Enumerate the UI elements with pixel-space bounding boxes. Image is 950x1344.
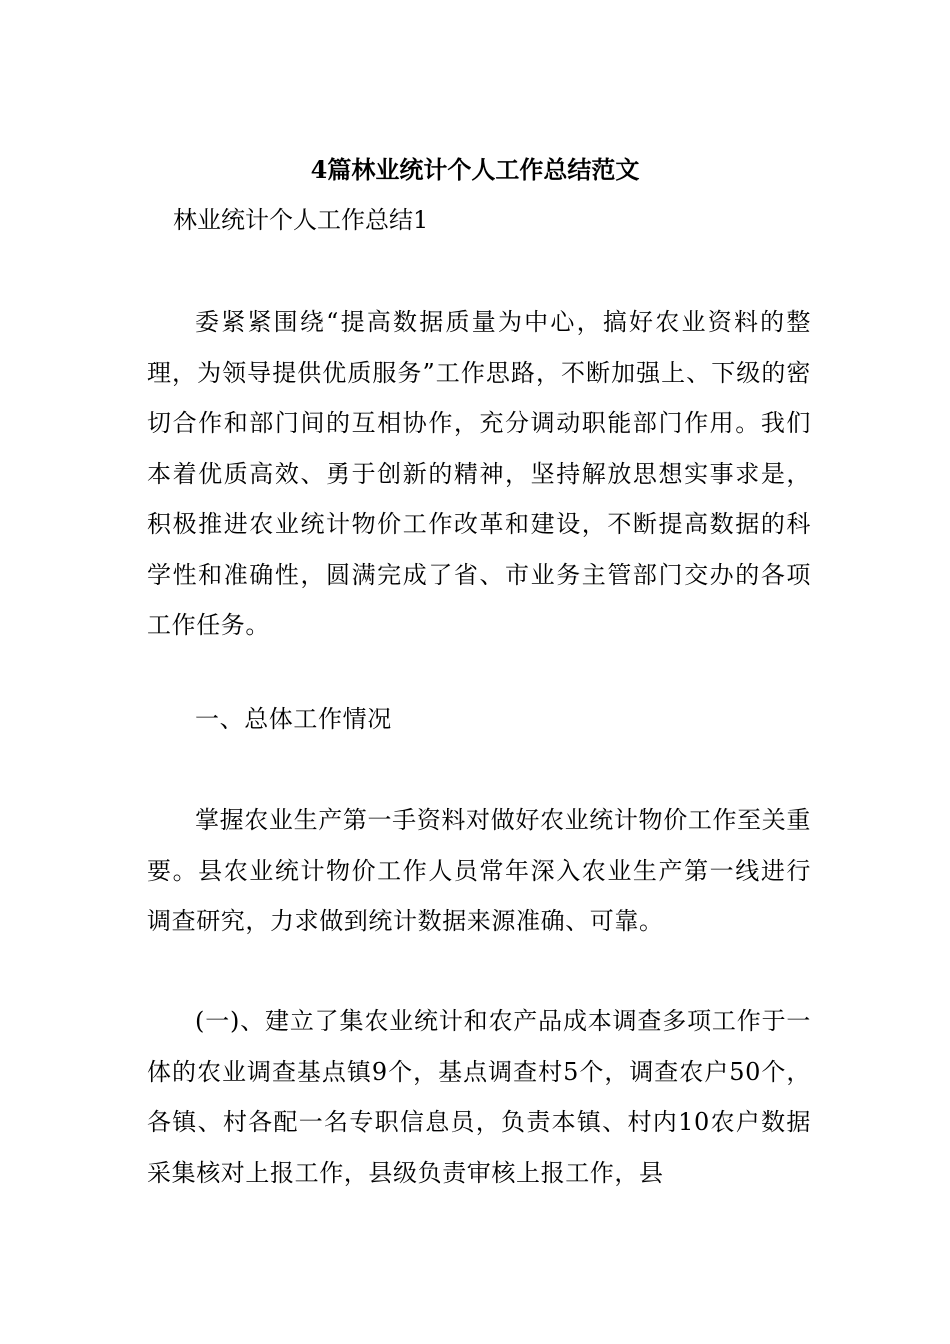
paragraph-survey-sites: (一)、建立了集农业统计和农产品成本调查多项工作于一体的农业调查基点镇9个，基点调查村5个，调查农户50个，各镇、村各配一名专职信息员，负责本镇、村内10农户数据采集核对上报工作，县级负责审核上报工作，县 bbox=[147, 1007, 811, 1187]
document-subtitle: 林业统计个人工作总结1 bbox=[173, 206, 429, 234]
section-heading-overall: 一、总体工作情况 bbox=[195, 705, 392, 733]
document-title: 4篇林业统计个人工作总结范文 bbox=[310, 155, 640, 184]
paragraph-intro: 委紧紧围绕“提高数据质量为中心，搞好农业资料的整理，为领导提供优质服务”工作思路，不断加强上、下级的密切合作和部门间的互相协作，充分调动职能部门作用。我们本着优质高效、勇于创新的精神，坚持解放思想实事求是，积极推进农业统计物价工作改革和建设，不断提高数据的科学性和准确性，圆满完成了省、市业务主管部门交办的各项工作任务。 bbox=[147, 308, 811, 639]
paragraph-first-hand-data: 掌握农业生产第一手资料对做好农业统计物价工作至关重要。县农业统计物价工作人员常年深入农业生产第一线进行调查研究，力求做到统计数据来源准确、可靠。 bbox=[147, 806, 811, 935]
